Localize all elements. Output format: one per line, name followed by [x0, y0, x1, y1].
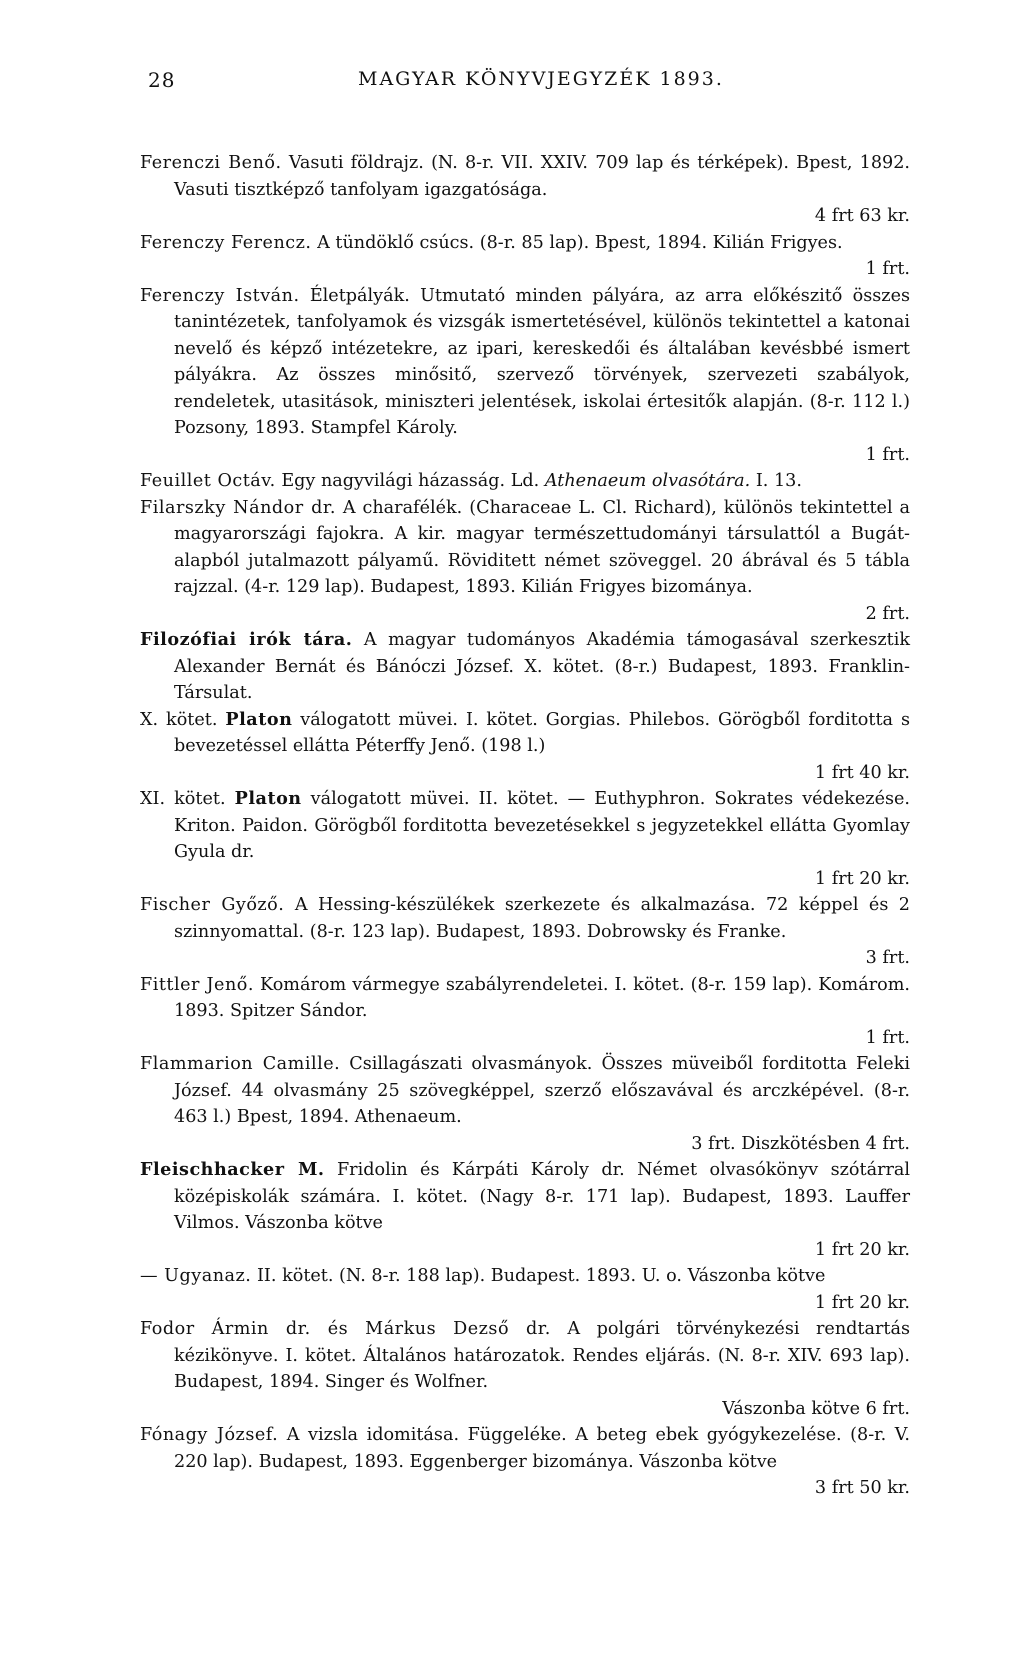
entry-text: Csillagászati olvasmányok. Összes müveiből forditotta Feleki József. 44 olvasmány 25 szövegképpel, szerző előszavával és arczképével. (8-r. 463 l.) Bpest, 1894. Athenaeum.	[174, 1054, 910, 1127]
entry-author: Feuillet Octáv.	[140, 471, 276, 491]
entry-price: 1 frt 20 kr.	[814, 1239, 910, 1260]
entry-text: A charafélék. (Characeae L. Cl. Richard), különös tekintettel a magyarországi fajokra. A kir. magyar természettudományi társulattól a Bugát-alapból jutalmazott pályamű. Röviditett német szöveggel. 20 ábrával és 5 tábla rajzzal. (4-r. 129 lap). Budapest, 1893. Kilián Frigyes bizománya.	[174, 497, 911, 597]
entry-text: Életpályák. Utmutató minden pályára, az arra előkészitő összes tanintézetek, tanfolyamok és vizsgák ismertetésével, különös tekintettel a katonai nevelő és képző intézetekre, az ipari, kereskedői és általában kevésbbé ismert pályákra. Az összes minősitő, szervező törvények, szervezeti szabályok, rendeletek, utasitások, miniszteri jelentések, iskolai értesitők alapján. (8-r. 112 l.) Pozsony, 1893. Stampfel Károly.	[174, 285, 911, 438]
entry-text: II. kötet. (N. 8-r. 188 lap). Budapest. 1893. U. o. Vászonba kötve	[256, 1266, 826, 1286]
entry-price: 1 frt.	[865, 259, 910, 279]
entry-price: 3 frt. Diszkötésben 4 frt.	[691, 1133, 910, 1154]
catalog-entry	[140, 1051, 910, 1131]
entry-text: válogatott müvei. II. kötet. — Euthyphron. Sokrates védekezése. Kriton. Paidon. Görögből forditotta bevezetésekkel s jegyzetekkel ellátta Gyomlay Gyula dr.	[174, 789, 911, 862]
entry-author: — Ugyanaz.	[140, 1266, 252, 1286]
entry-text: Vasuti földrajz. (N. 8-r. VII. XXIV. 709 lap és térképek). Bpest, 1892. Vasuti tisztképző tanfolyam igazgatósága.	[174, 153, 911, 200]
catalog-entry	[140, 786, 910, 866]
entry-price: 2 frt.	[865, 603, 910, 624]
entry-author: Fittler Jenő.	[140, 974, 254, 995]
entry-price: Vászonba kötve 6 frt.	[722, 1398, 910, 1419]
catalog-entry	[140, 495, 910, 601]
entry-author: Flammarion Camille.	[140, 1054, 341, 1074]
catalog-entry	[140, 972, 910, 1025]
entry-text: A polgári törvénykezési rendtartás kézikönyve. I. kötet. Általános határozatok. Rendes eljárás. (N. 8-r. XIV. 693 lap). Budapest, 1894. Singer és Wolfner.	[174, 1319, 910, 1392]
entry-text: Komárom vármegye szabályrendeletei. I. kötet. (8-r. 159 lap). Komárom. 1893. Spitzer Sándor.	[174, 974, 910, 1021]
entry-price: 4 frt 63 kr.	[814, 206, 910, 226]
entry-author: Ferenczy István.	[140, 285, 300, 306]
catalog-entries	[140, 150, 910, 1502]
catalog-entry	[140, 468, 910, 495]
entry-text: A Hessing-készülékek szerkezete és alkalmazása. 72 képpel és 2 szinnyomattal. (8-r. 123 lap). Budapest, 1893. Dobrowsky és Franke.	[174, 895, 910, 942]
entry-author: Ferenczi Benő.	[140, 153, 282, 173]
entry-author: Filarszky Nándor dr.	[140, 497, 336, 518]
entry-volume: XI. kötet.	[140, 789, 226, 809]
catalog-entry	[140, 892, 910, 945]
entry-text: A vizsla idomitása. Függeléke. A beteg ebek gyógykezelése. (8-r. V. 220 lap). Budapest, 1893. Eggenberger bizománya. Vászonba kötve	[174, 1425, 910, 1472]
entry-text: A magyar tudományos Akadémia támogasával szerkesztik Alexander Bernát és Bánóczi József. X. kötet. (8-r.) Budapest, 1893. Franklin-Társulat.	[174, 630, 911, 703]
entry-price: 3 frt.	[865, 948, 910, 968]
entry-series-volume: I. 13.	[755, 471, 802, 491]
entry-price: 1 frt.	[865, 1027, 910, 1048]
entry-price: 1 frt 20 kr.	[814, 868, 910, 889]
entry-author: Platon	[234, 788, 302, 809]
entry-text: A tündöklő csúcs. (8-r. 85 lap). Bpest, 1894. Kilián Frigyes.	[317, 232, 843, 253]
entry-author: Fleischhacker M.	[140, 1159, 325, 1180]
catalog-entry	[140, 1422, 910, 1475]
entry-volume: X. kötet.	[140, 709, 218, 730]
catalog-entry	[140, 150, 910, 203]
entry-text: Egy nagyvilági házasság. Ld.	[281, 471, 540, 491]
entry-price: 1 frt 20 kr.	[814, 1292, 910, 1313]
entry-series-title: Filozófiai irók tára.	[140, 629, 353, 650]
entry-author: Fónagy József.	[140, 1425, 279, 1445]
entry-price: 1 frt 40 kr.	[814, 762, 910, 783]
entry-price: 1 frt.	[865, 444, 910, 465]
catalog-entry	[140, 1263, 910, 1290]
entry-text: Fridolin és Kárpáti Károly dr. Német olvasókönyv szótárral középiskolák számára. I. kötet. (Nagy 8-r. 171 lap). Budapest, 1893. Lauffer Vilmos. Vászonba kötve	[174, 1160, 911, 1233]
entry-author: Platon	[225, 708, 293, 730]
page-number: 28	[148, 68, 176, 92]
catalog-entry	[140, 1316, 910, 1396]
catalog-entry	[140, 627, 910, 707]
entry-price: 3 frt 50 kr.	[814, 1478, 910, 1498]
catalog-entry	[140, 283, 910, 442]
catalog-entry	[140, 230, 910, 257]
catalog-entry	[140, 1157, 910, 1237]
running-title: MAGYAR KÖNYVJEGYZÉK 1893.	[358, 68, 724, 90]
entry-author: Ferenczy Ferencz.	[140, 232, 312, 253]
entry-series: Athenaeum olvasótára.	[544, 471, 751, 491]
entry-author: Fodor Ármin dr. és Márkus Dezső dr.	[140, 1319, 551, 1339]
entry-author: Fischer Győző.	[140, 895, 285, 915]
catalog-entry	[140, 707, 910, 760]
entry-text: válogatott müvei. I. kötet. Gorgias. Philebos. Görögből forditotta s bevezetéssel ellátta Péterffy Jenő. (198 l.)	[174, 709, 910, 756]
